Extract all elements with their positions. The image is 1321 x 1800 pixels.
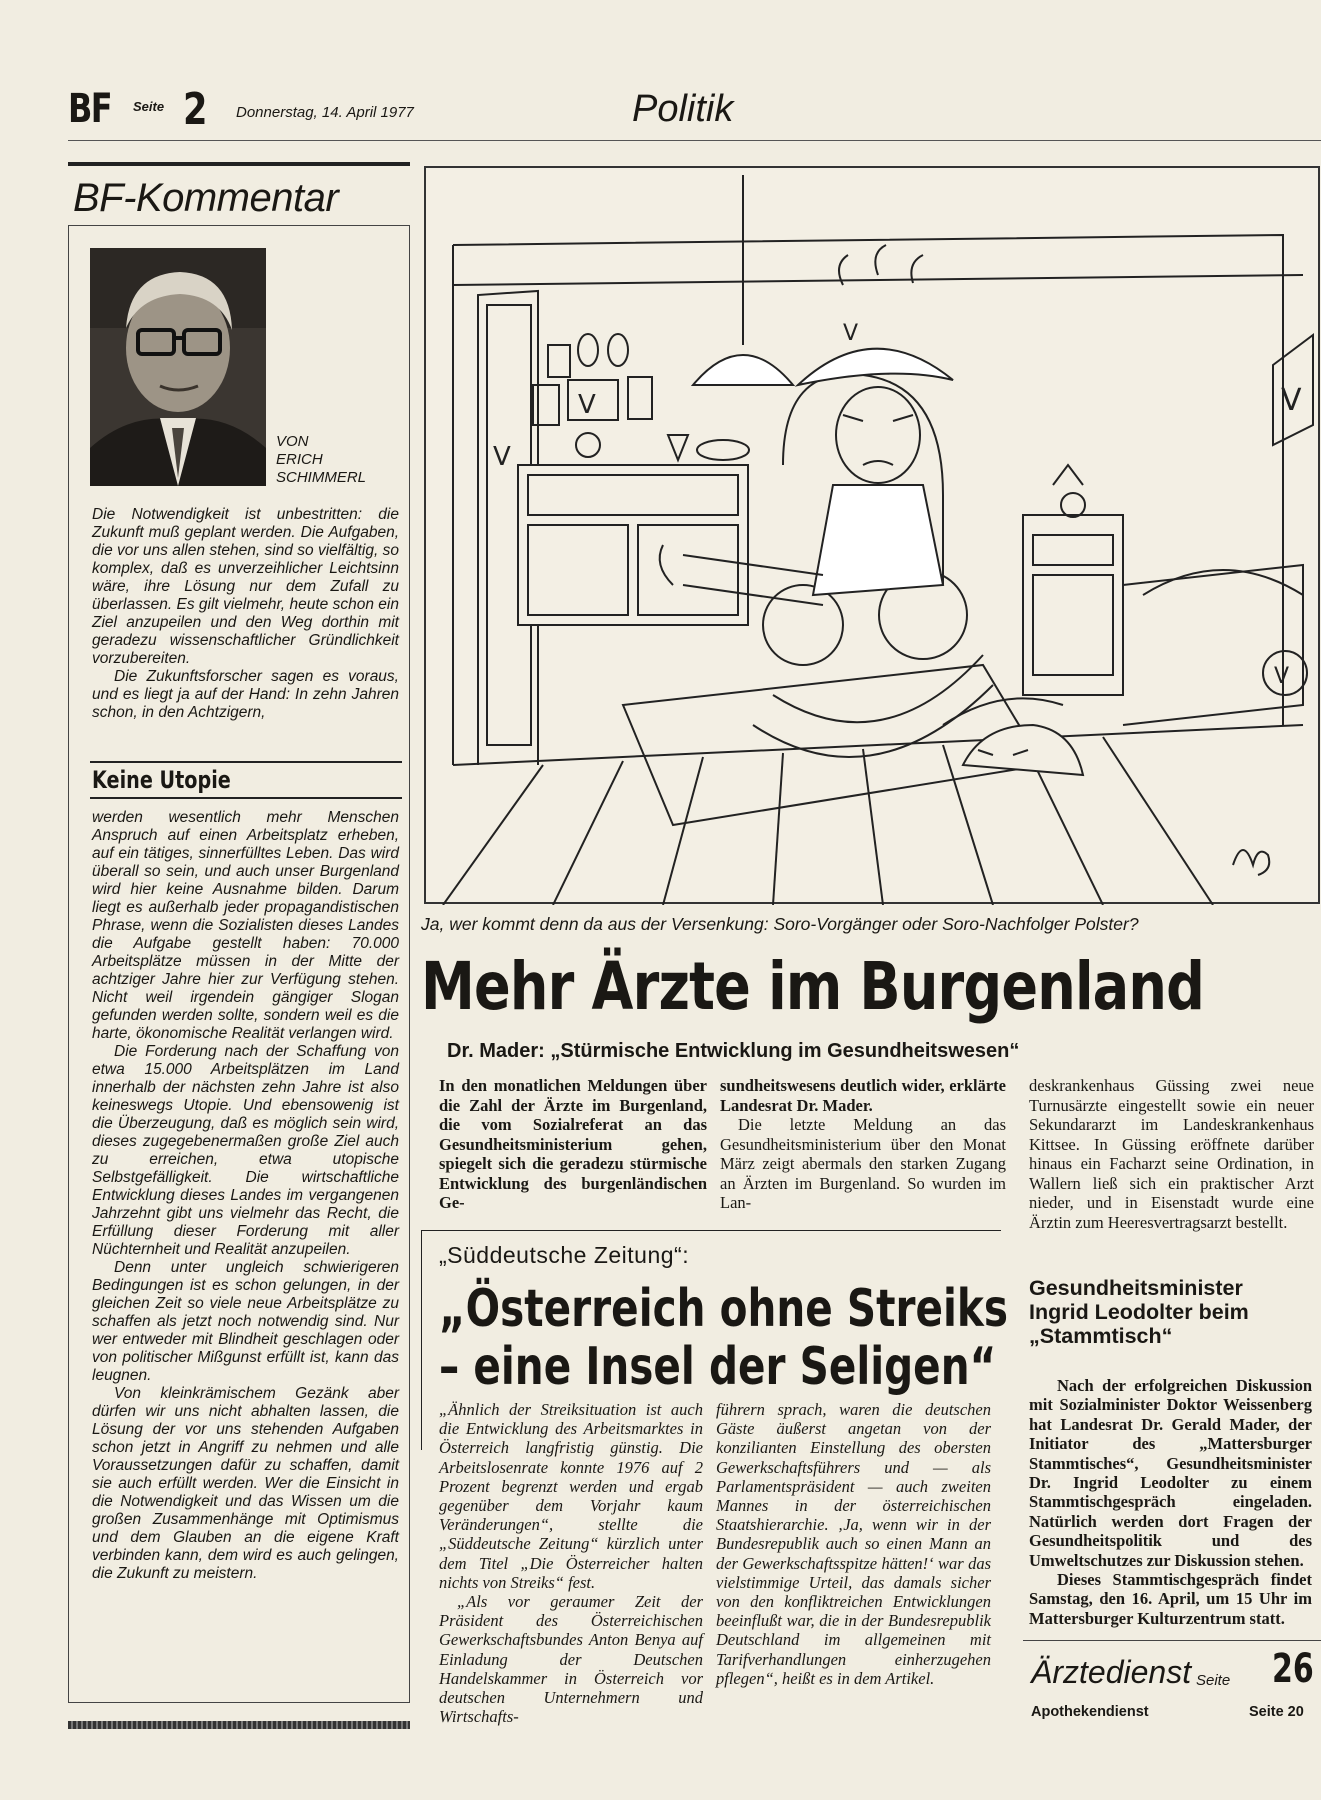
main-col3: deskrankenhaus Güssing zwei neue Turnusärzte eingestellt sowie ein neuer Sekundararzt im Landeskrankenhaus Kittsee. In Güssing eröffnete darüber hinaus ein Facharzt seine Ordination, in Wallern ließ sich ein praktischer Arzt nieder, und in Eisenstadt wurde eine Ärztin zum Heeresvertragsarzt bestellt.	[1029, 1076, 1314, 1232]
page-label: Seite	[133, 99, 165, 114]
sz-left-rule	[421, 1230, 422, 1450]
main-col1: In den monatlichen Meldungen über die Zahl der Ärzte im Burgenland, die vom Sozialreferat an das Gesundheitsministerium gehen, spiegelt sich die geradezu stürmische Entwicklung des burgenländischen Ge-	[439, 1076, 707, 1212]
notices-rule	[1023, 1640, 1321, 1641]
frame-sign-text: V	[578, 390, 596, 420]
sz-headline: „Österreich ohne Streiks – eine Insel der Seligen“	[439, 1279, 1009, 1397]
kommentar-title: BF-Kommentar	[73, 176, 339, 220]
cartoon-caption: Ja, wer kommt denn da aus der Versenkung: Soro-Vorgänger oder Soro-Nachfolger Polster?	[421, 914, 1139, 934]
wall-sign-text: V	[1281, 383, 1302, 418]
aerztedienst-page: 26	[1272, 1646, 1314, 1692]
sz-col1: „Ähnlich der Streiksituation ist auch die Entwicklung des Arbeitsmarktes in Österreich langfristig günstig. Die Arbeitslosenrate konnte 1976 auf 2 Prozent begrenzt werden und ergab gegenüber dem Vorjahr kaum Veränderungen“, stellte die „Süddeutsche Zeitung“ kürzlich unter dem Titel „Die Österreicher halten nichts von Streiks“ fest. „Als vor geraumer Zeit der Präsident des Österreichischen Gewerkschaftsbundes Anton Benya auf Einladung der Deutschen Handelskammer in Österreich vor deutschen Unternehmern und Wirtschafts-	[439, 1400, 703, 1727]
hat-sign-text: V	[843, 321, 859, 346]
door-sign-text: V	[493, 442, 511, 472]
gm-headline: Gesundheitsminister Ingrid Leodolter beim „Stammtisch“	[1029, 1276, 1249, 1348]
sz-col2: führern sprach, waren die deutschen Gäste äußerst angetan von der konzilianten Einstellung des obersten Gewerkschaftsführers und — als Parlamentspräsident — auch zweiten Mannes in der österreichischen Staatshierarchie. ‚Ja, wenn wir in der Bundesrepublik auch so einen Mann an der Gewerkschaftsspitze hätten!‘ war das vielstimmige Urteil, das damals sicher von den konfliktreichen Entwicklungen beeinflußt war, die in der Bundesrepublik Deutschland im allgemeinen mit Tarifverhandlungen einherzugehen pflegen“, heißt es in dem Artikel.	[716, 1400, 991, 1688]
header-rule	[68, 140, 1321, 141]
author-photo	[90, 248, 266, 486]
kommentar-bottom-rule	[68, 1721, 410, 1729]
main-col2: sundheitswesens deutlich wider, erklärte Landesrat Dr. Mader. Die letzte Meldung an das Gesundheitsministerium über den Monat März zeigt abermals den starken Zugang an Ärzten im Burgenland. So wurden im Lan-	[720, 1076, 1006, 1212]
kommentar-text-part1: Die Notwendigkeit ist unbestritten: die Zukunft muß geplant werden. Die Aufgaben, die vor uns allen stehen, sind so vielfältig, so komplex, daß es unverzeihlicher Leichtsinn wäre, ihre Lösung nur dem Zufall zu überlassen. Es gilt vielmehr, heute schon ein Ziel anzupeilen und den Weg dorthin mit geradezu wissenschaftlicher Gründlichkeit vorzubereiten. Die Zukunftsforscher sagen es voraus, und es liegt ja auf der Hand: In zehn Jahren schon, in den Achtzigern,	[92, 506, 399, 721]
badge-sign-text: V	[1274, 664, 1290, 689]
cartoon-illustration	[423, 165, 1321, 905]
issue-date: Donnerstag, 14. April 1977	[236, 104, 414, 121]
masthead-logo: BF	[68, 86, 112, 132]
kommentar-subhead: Keine Utopie	[90, 761, 402, 799]
aerztedienst-seite-label: Seite	[1196, 1672, 1231, 1689]
apothekendienst-label: Apothekendienst	[1031, 1704, 1149, 1720]
kommentar-top-rule	[68, 162, 410, 166]
page-number: 2	[183, 84, 208, 135]
main-subheadline: Dr. Mader: „Stürmische Entwicklung im Gesundheitswesen“	[447, 1040, 1020, 1062]
gm-text: Nach der erfolgreichen Diskussion mit Sozialminister Doktor Weissenberg hat Landesrat Dr. Gerald Mader, der Initiator des „Mattersburger Stammtisches“, Gesundheitsminister Dr. Ingrid Leodolter zu einem Stammtischgespräch eingeladen. Natürlich werden dort Fragen der Gesundheitspolitik und des Umweltschutzes zur Diskussion stehen. Dieses Stammtischgespräch findet Samstag, den 16. April, um 15 Uhr im Mattersburger Kulturzentrum statt.	[1029, 1376, 1312, 1628]
sz-top-rule	[421, 1230, 1001, 1235]
main-headline: Mehr Ärzte im Burgenland	[421, 948, 1205, 1025]
sz-source-label: „Süddeutsche Zeitung“:	[439, 1242, 690, 1268]
aerztedienst-label: Ärztedienst	[1031, 1654, 1192, 1690]
apothekendienst-page: Seite 20	[1249, 1704, 1304, 1720]
kommentar-text-part2: werden wesentlich mehr Menschen Anspruch auf einen Arbeitsplatz erheben, auf ein tätiges, sinnerfülltes Leben. Das wird überall so sein, und auch unser Burgenland wird hier keine Ausnahme bilden. Darum liegt es außerhalb jeder propagandistischen Phrase, wenn die Sozialisten dieses Landes die Aufgabe gestellt haben: 70.000 Arbeitsplätze müssen in der Mitte der achtziger Jahre hier zur Verfügung stehen. Nicht weil irgendein gängiger Slogan gefunden werden sollte, sondern weil es die harte, ökonomische Realität verlangen wird. Die Forderung nach der Schaffung von etwa 15.000 Arbeitsplätzen im Land innerhalb der nächsten zehn Jahre ist also keineswegs Utopie. Und ebensowenig ist die Überzeugung, daß es möglich sein wird, dieses zugegebenermaßen große Ziel auch zu erreichen, etwa utopische Selbstgefälligkeit. Die wirtschaftliche Entwicklung dieses Landes im vergangenen Jahrzehnt gibt uns vielmehr das Recht, die Erfüllung dieser Forderung mit aller Nüchternheit und Realität anzupeilen. Denn unter ungleich schwierigeren Bedingungen ist es schon gelungen, in der gleichen Zeit so viele neue Arbeitsplätze zu schaffen als jetzt noch notwendig sind. Nur wer entweder mit Blindheit geschlagen oder von politischer Mißgunst erfüllt ist, kann das leugnen. Von kleinkrämischem Gezänk aber dürfen wir uns nicht abhalten lassen, die Lösung der vor uns stehenden Aufgaben schon jetzt in Angriff zu nehmen und alle Voraussetzungen dafür zu schaffen, damit sie auch erfüllt werden. Wer die Einsicht in die Notwendigkeit und das Wissen um die großen Zusammenhänge mit Optimismus und dem Glauben an die eigene Kraft verbinden kann, dem wird es auch gelingen, die Zukunft zu meistern.	[92, 809, 399, 1582]
byline: VON ERICH SCHIMMERL	[276, 433, 367, 486]
section-title: Politik	[632, 88, 734, 130]
